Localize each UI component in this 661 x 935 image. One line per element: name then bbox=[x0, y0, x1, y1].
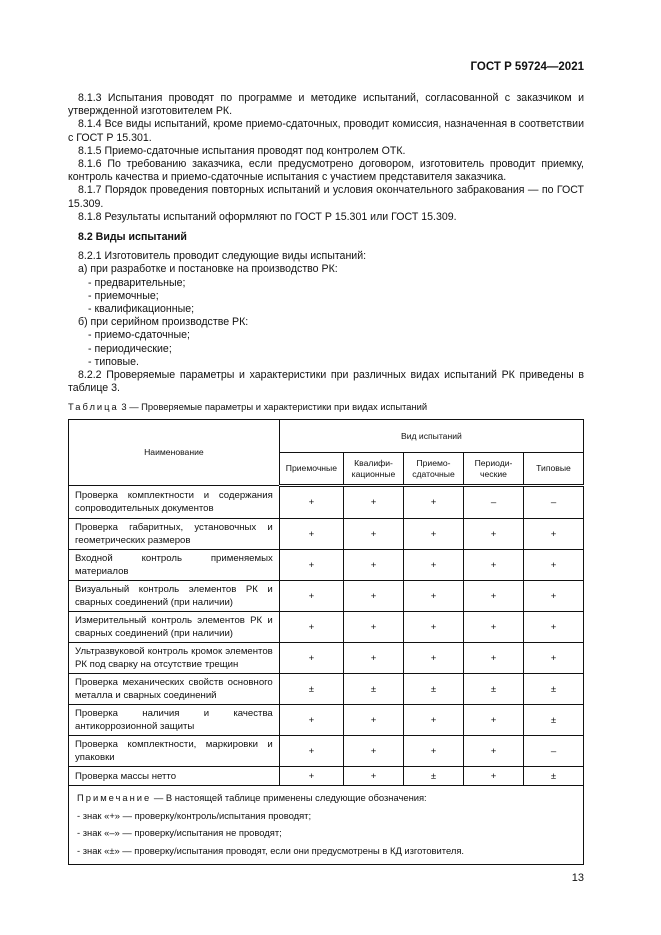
paragraph: 8.2.2 Проверяемые параметры и характеристики при различных видах испытаний РК приведены в таблице 3. bbox=[68, 369, 584, 395]
test-types-table bbox=[68, 419, 584, 865]
row-value: ± bbox=[404, 674, 464, 705]
note-item: - знак «±» — проверку/испытания проводят, если они предусмотрены в КД изготовителя. bbox=[77, 844, 465, 856]
row-value: + bbox=[344, 612, 404, 643]
section-heading: 8.2 Виды испытаний bbox=[78, 231, 187, 244]
row-name: Проверка механических свойств основного металла и сварных соединений bbox=[69, 674, 280, 705]
row-value: + bbox=[524, 643, 584, 674]
paragraph: 8.1.7 Порядок проведения повторных испытаний и условия окончательного забракования — по ГОСТ 15.309. bbox=[68, 184, 584, 210]
row-value: ± bbox=[344, 674, 404, 705]
row-value: + bbox=[279, 767, 343, 786]
table-row bbox=[69, 705, 584, 736]
row-value: + bbox=[524, 581, 584, 612]
column-header: Приемочные bbox=[279, 453, 343, 486]
table-row bbox=[69, 612, 584, 643]
table-row bbox=[69, 550, 584, 581]
row-name: Проверка массы нетто bbox=[69, 767, 280, 786]
row-name: Ультразвуковой контроль кромок элементов РК под сварку на отсутствие трещин bbox=[69, 643, 280, 674]
row-value: + bbox=[279, 581, 343, 612]
table-row bbox=[69, 674, 584, 705]
table-note bbox=[69, 786, 584, 865]
page-number: 13 bbox=[571, 872, 584, 885]
row-value: + bbox=[344, 643, 404, 674]
note-word: Примечание bbox=[77, 792, 152, 804]
table-row bbox=[69, 643, 584, 674]
paragraph: 8.2.1 Изготовитель проводит следующие виды испытаний: bbox=[78, 250, 367, 263]
row-value: ± bbox=[524, 674, 584, 705]
paragraph: 8.1.4 Все виды испытаний, кроме приемо-сдаточных, проводит комиссия, назначенная в соответствии с ГОСТ Р 15.301. bbox=[68, 118, 584, 144]
row-value: – bbox=[524, 736, 584, 767]
row-value: + bbox=[279, 550, 343, 581]
list-heading: а) при разработке и постановке на производство РК: bbox=[78, 263, 338, 276]
row-value: + bbox=[464, 519, 524, 550]
note-item: - знак «–» — проверку/испытания не проводят; bbox=[77, 827, 282, 839]
row-name: Проверка наличия и качества антикоррозионной защиты bbox=[69, 705, 280, 736]
list-item: - периодические; bbox=[88, 342, 172, 355]
row-value: + bbox=[464, 643, 524, 674]
list-item: - предварительные; bbox=[88, 276, 186, 289]
row-name: Входной контроль применяемых материалов bbox=[69, 550, 280, 581]
row-value: + bbox=[464, 612, 524, 643]
table-row bbox=[69, 486, 584, 519]
list-heading: б) при серийном производстве РК: bbox=[78, 316, 249, 329]
group-header: Вид испытаний bbox=[279, 420, 583, 453]
row-value: + bbox=[279, 643, 343, 674]
table-row bbox=[69, 736, 584, 767]
document-header: ГОСТ Р 59724—2021 bbox=[470, 61, 584, 73]
row-value: ± bbox=[524, 767, 584, 786]
row-value: + bbox=[524, 612, 584, 643]
row-value: ± bbox=[279, 674, 343, 705]
column-header: Периоди- ческие bbox=[464, 453, 524, 486]
row-name: Визуальный контроль элементов РК и сварных соединений (при наличии) bbox=[69, 581, 280, 612]
list-item: - квалификационные; bbox=[88, 303, 195, 316]
row-value: + bbox=[404, 705, 464, 736]
row-value: + bbox=[464, 767, 524, 786]
row-value: + bbox=[464, 581, 524, 612]
table-row bbox=[69, 767, 584, 786]
name-header: Наименование bbox=[69, 420, 280, 486]
row-value: ± bbox=[404, 767, 464, 786]
row-value: + bbox=[344, 767, 404, 786]
row-value: + bbox=[279, 486, 343, 519]
row-value: + bbox=[279, 612, 343, 643]
row-value: + bbox=[404, 736, 464, 767]
row-value: + bbox=[404, 550, 464, 581]
paragraph: 8.1.6 По требованию заказчика, если предусмотрено договором, изготовитель проводит приемку, контроль качества и приемо-сдаточные испытания с участием представителя заказчика. bbox=[68, 158, 584, 184]
row-name: Проверка комплектности, маркировки и упаковки bbox=[69, 736, 280, 767]
row-name: Проверка габаритных, установочных и геометрических размеров bbox=[69, 519, 280, 550]
row-name: Измерительный контроль элементов РК и сварных соединений (при наличии) bbox=[69, 612, 280, 643]
column-header: Типовые bbox=[524, 453, 584, 486]
table-caption bbox=[68, 401, 584, 413]
row-value: + bbox=[464, 736, 524, 767]
row-value: + bbox=[524, 519, 584, 550]
row-name: Проверка комплектности и содержания сопроводительных документов bbox=[69, 486, 280, 519]
column-header: Приемо- сдаточные bbox=[404, 453, 464, 486]
row-value: ± bbox=[464, 674, 524, 705]
row-value: + bbox=[344, 736, 404, 767]
row-value: + bbox=[279, 519, 343, 550]
row-value: + bbox=[404, 612, 464, 643]
row-value: + bbox=[279, 705, 343, 736]
note-text: — В настоящей таблице применены следующие обозначения: bbox=[151, 792, 427, 804]
row-value: + bbox=[404, 643, 464, 674]
row-value: + bbox=[524, 550, 584, 581]
row-value: + bbox=[404, 519, 464, 550]
row-value: – bbox=[524, 486, 584, 519]
column-header: Квалифи- кационные bbox=[344, 453, 404, 486]
row-value: + bbox=[404, 486, 464, 519]
paragraph: 8.1.8 Результаты испытаний оформляют по ГОСТ Р 15.301 или ГОСТ 15.309. bbox=[78, 210, 457, 223]
note-item: - знак «+» — проверку/контроль/испытания проводят; bbox=[77, 809, 312, 821]
row-value: + bbox=[404, 581, 464, 612]
caption-word: Таблица bbox=[68, 401, 119, 413]
row-value: + bbox=[344, 705, 404, 736]
paragraph: 8.1.3 Испытания проводят по программе и методике испытаний, согласованной с заказчиком и утвержденной изготовителем РК. bbox=[68, 92, 584, 118]
body-text bbox=[68, 92, 584, 395]
list-item: - типовые. bbox=[88, 355, 139, 368]
row-value: + bbox=[344, 581, 404, 612]
table-row bbox=[69, 519, 584, 550]
list-item: - приемочные; bbox=[88, 289, 159, 302]
row-value: + bbox=[464, 550, 524, 581]
row-value: + bbox=[279, 736, 343, 767]
caption-text: 3 — Проверяемые параметры и характеристики при видах испытаний bbox=[118, 401, 428, 413]
row-value: + bbox=[464, 705, 524, 736]
paragraph: 8.1.5 Приемо-сдаточные испытания проводят под контролем ОТК. bbox=[78, 144, 406, 157]
list-item: - приемо-сдаточные; bbox=[88, 329, 190, 342]
document-page bbox=[68, 0, 584, 905]
row-value: – bbox=[464, 486, 524, 519]
row-value: + bbox=[344, 519, 404, 550]
row-value: ± bbox=[524, 705, 584, 736]
row-value: + bbox=[344, 550, 404, 581]
row-value: + bbox=[344, 486, 404, 519]
table-note-row bbox=[69, 786, 584, 865]
table-row bbox=[69, 581, 584, 612]
